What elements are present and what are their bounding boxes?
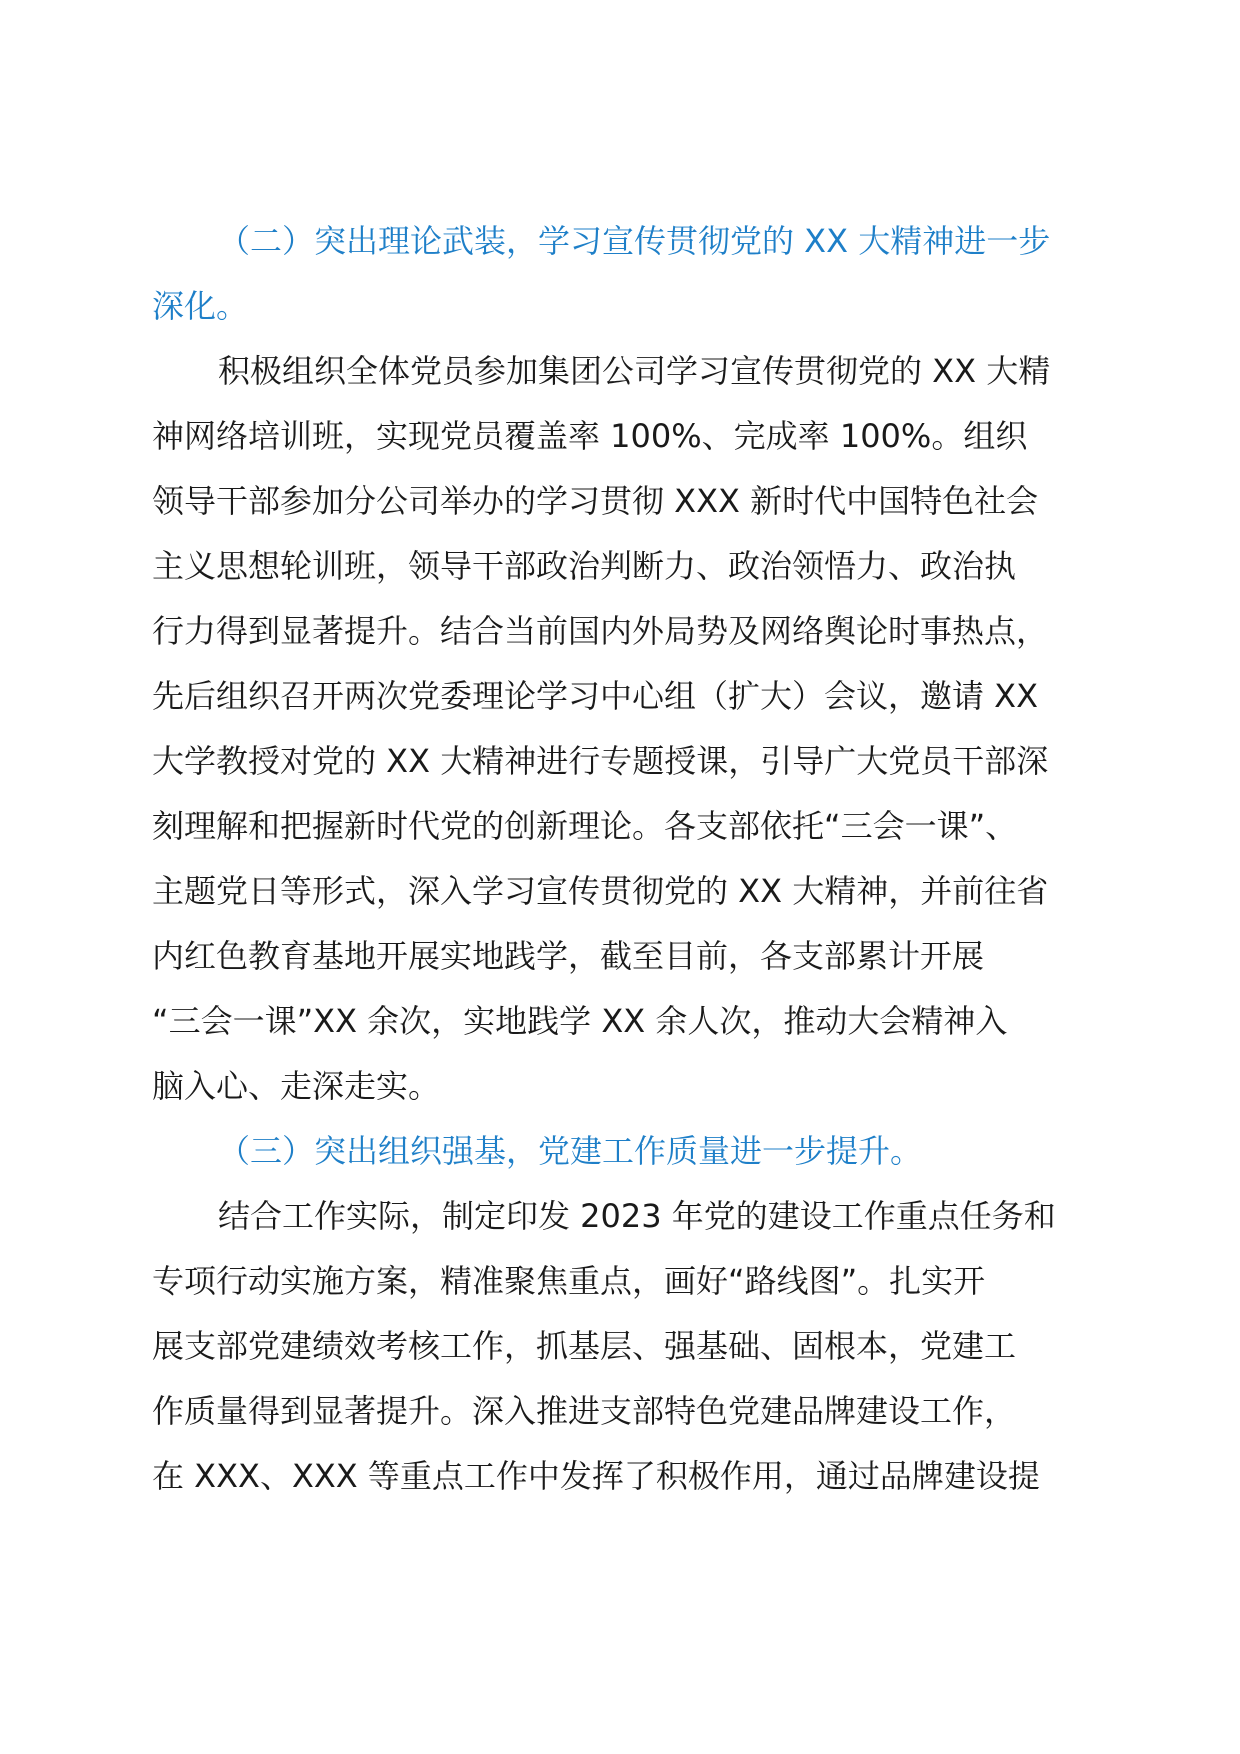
paragraph-line: 内红色教育基地开展实地践学，截至目前，各支部累计开展 <box>152 937 985 975</box>
section-3-heading <box>152 1119 1092 1184</box>
paragraph-line: 积极组织全体党员参加集团公司学习宣传贯彻党的 XX 大精 <box>218 352 1051 390</box>
heading-line: 深化。 <box>152 287 249 325</box>
paragraph-line: 在 XXX、XXX 等重点工作中发挥了积极作用，通过品牌建设提 <box>152 1457 1040 1495</box>
paragraph-line: 刻理解和把握新时代党的创新理论。各支部依托“三会一课”、 <box>152 807 1018 845</box>
section-2-heading <box>152 209 1092 339</box>
paragraph-line: 展支部党建绩效考核工作，抓基层、强基础、固根本，党建工 <box>152 1327 1017 1365</box>
paragraph-line: “三会一课”XX 余次，实地践学 XX 余人次，推动大会精神入 <box>152 1002 1008 1040</box>
heading-line: （三）突出组织强基，党建工作质量进一步提升。 <box>218 1132 923 1170</box>
paragraph-line: 先后组织召开两次党委理论学习中心组（扩大）会议，邀请 XX <box>152 677 1039 715</box>
section-3-paragraph <box>152 1184 1092 1509</box>
paragraph-line: 领导干部参加分公司举办的学习贯彻 XXX 新时代中国特色社会 <box>152 482 1039 520</box>
paragraph-line: 专项行动实施方案，精准聚焦重点，画好“路线图”。扎实开 <box>152 1262 986 1300</box>
paragraph-line: 主题党日等形式，深入学习宣传贯彻党的 XX 大精神，并前往省 <box>152 872 1049 910</box>
paragraph-line: 结合工作实际，制定印发 2023 年党的建设工作重点任务和 <box>218 1197 1056 1235</box>
paragraph-line: 大学教授对党的 XX 大精神进行专题授课，引导广大党员干部深 <box>152 742 1049 780</box>
section-2-paragraph <box>152 339 1092 1119</box>
paragraph-line: 行力得到显著提升。结合当前国内外局势及网络舆论时事热点， <box>152 612 1049 650</box>
paragraph-line: 脑入心、走深走实。 <box>152 1067 441 1105</box>
paragraph-line: 神网络培训班，实现党员覆盖率 100%、完成率 100%。组织 <box>152 417 1028 455</box>
paragraph-line: 作质量得到显著提升。深入推进支部特色党建品牌建设工作， <box>152 1392 1017 1430</box>
document-page <box>152 209 1092 1509</box>
heading-line: （二）突出理论武装，学习宣传贯彻党的 XX 大精神进一步 <box>218 222 1051 260</box>
paragraph-line: 主义思想轮训班，领导干部政治判断力、政治领悟力、政治执 <box>152 547 1017 585</box>
